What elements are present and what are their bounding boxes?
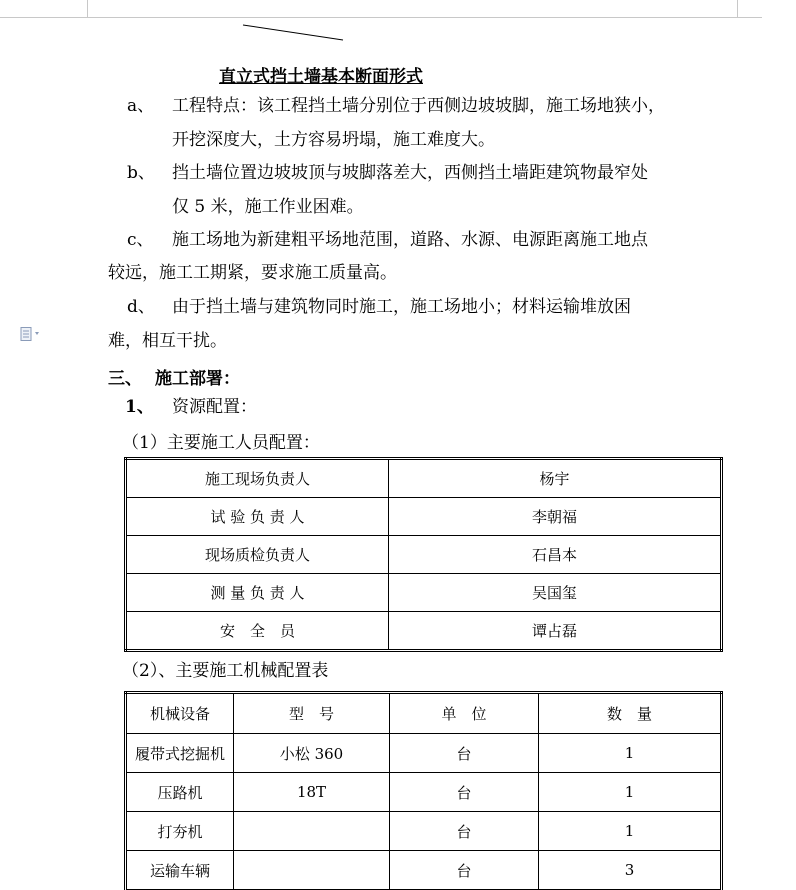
sub1-heading: 资源配置： — [172, 397, 257, 417]
item-a-marker: a、 — [127, 96, 155, 116]
table1-caption: （1）主要施工人员配置： — [122, 433, 320, 453]
role-cell: 现场质检负责人 — [126, 536, 389, 574]
name-cell: 吴国玺 — [389, 574, 722, 612]
section-title: 直立式挡土墙基本断面形式 — [219, 67, 423, 87]
item-c-line2: 较远，施工工期紧，要求施工质量高。 — [108, 263, 397, 283]
equipment-cell: 履带式挖掘机 — [126, 734, 234, 773]
quantity-cell: 1 — [539, 812, 722, 851]
section3-heading: 施工部署： — [155, 369, 240, 389]
item-a-line1: 工程特点：该工程挡土墙分别位于西侧边坡坡脚，施工场地狭小， — [172, 96, 665, 116]
name-cell: 李朝福 — [389, 498, 722, 536]
item-d-line1: 由于挡土墙与建筑物同时施工，施工场地小；材料运输堆放困 — [172, 297, 631, 317]
model-cell: 18T — [234, 773, 390, 812]
personnel-table — [124, 457, 723, 652]
header-cell: 机械设备 — [126, 693, 234, 734]
table2-caption: （2）、主要施工机械配置表 — [122, 661, 329, 681]
name-cell: 杨宇 — [389, 459, 722, 498]
equipment-cell: 压路机 — [126, 773, 234, 812]
quantity-cell: 3 — [539, 851, 722, 890]
equipment-cell: 运输车辆 — [126, 851, 234, 890]
table-row — [126, 459, 722, 498]
section3-number: 三、 — [108, 369, 142, 389]
table-row — [126, 536, 722, 574]
page-margin-mark-left — [87, 0, 88, 18]
header-cell: 单 位 — [390, 693, 539, 734]
item-d-line2: 难，相互干扰。 — [108, 331, 227, 351]
equipment-cell: 打夯机 — [126, 812, 234, 851]
model-cell — [234, 812, 390, 851]
model-cell — [234, 851, 390, 890]
item-b-marker: b、 — [127, 163, 155, 183]
name-cell: 石昌本 — [389, 536, 722, 574]
name-cell: 谭占磊 — [389, 612, 722, 651]
paste-options-icon[interactable] — [20, 327, 42, 341]
table-row — [126, 773, 722, 812]
machinery-table — [124, 691, 723, 890]
sub1-number: 1、 — [125, 397, 154, 417]
quantity-cell: 1 — [539, 734, 722, 773]
item-d-marker: d、 — [127, 297, 155, 317]
table-row — [126, 612, 722, 651]
table-row — [126, 812, 722, 851]
page-top-rule — [0, 17, 762, 18]
table-row — [126, 851, 722, 890]
table-row — [126, 574, 722, 612]
role-cell: 试 验 负 责 人 — [126, 498, 389, 536]
unit-cell: 台 — [390, 812, 539, 851]
page-margin-mark-right — [737, 0, 738, 18]
quantity-cell: 1 — [539, 773, 722, 812]
item-a-line2: 开挖深度大，土方容易坍塌，施工难度大。 — [172, 130, 495, 150]
item-c-marker: c、 — [127, 230, 154, 250]
role-cell: 安 全 员 — [126, 612, 389, 651]
item-b-line1: 挡土墙位置边坡坡顶与坡脚落差大，西侧挡土墙距建筑物最窄处 — [172, 163, 648, 183]
unit-cell: 台 — [390, 734, 539, 773]
role-cell: 施工现场负责人 — [126, 459, 389, 498]
header-cell: 数 量 — [539, 693, 722, 734]
table-header-row — [126, 693, 722, 734]
item-c-line1: 施工场地为新建粗平场地范围，道路、水源、电源距离施工地点 — [172, 230, 648, 250]
unit-cell: 台 — [390, 773, 539, 812]
unit-cell: 台 — [390, 851, 539, 890]
model-cell: 小松 360 — [234, 734, 390, 773]
role-cell: 测 量 负 责 人 — [126, 574, 389, 612]
sketch-line — [240, 22, 350, 44]
table-row — [126, 734, 722, 773]
item-b-line2: 仅 5 米，施工作业困难。 — [172, 197, 364, 217]
table-row — [126, 498, 722, 536]
header-cell: 型 号 — [234, 693, 390, 734]
